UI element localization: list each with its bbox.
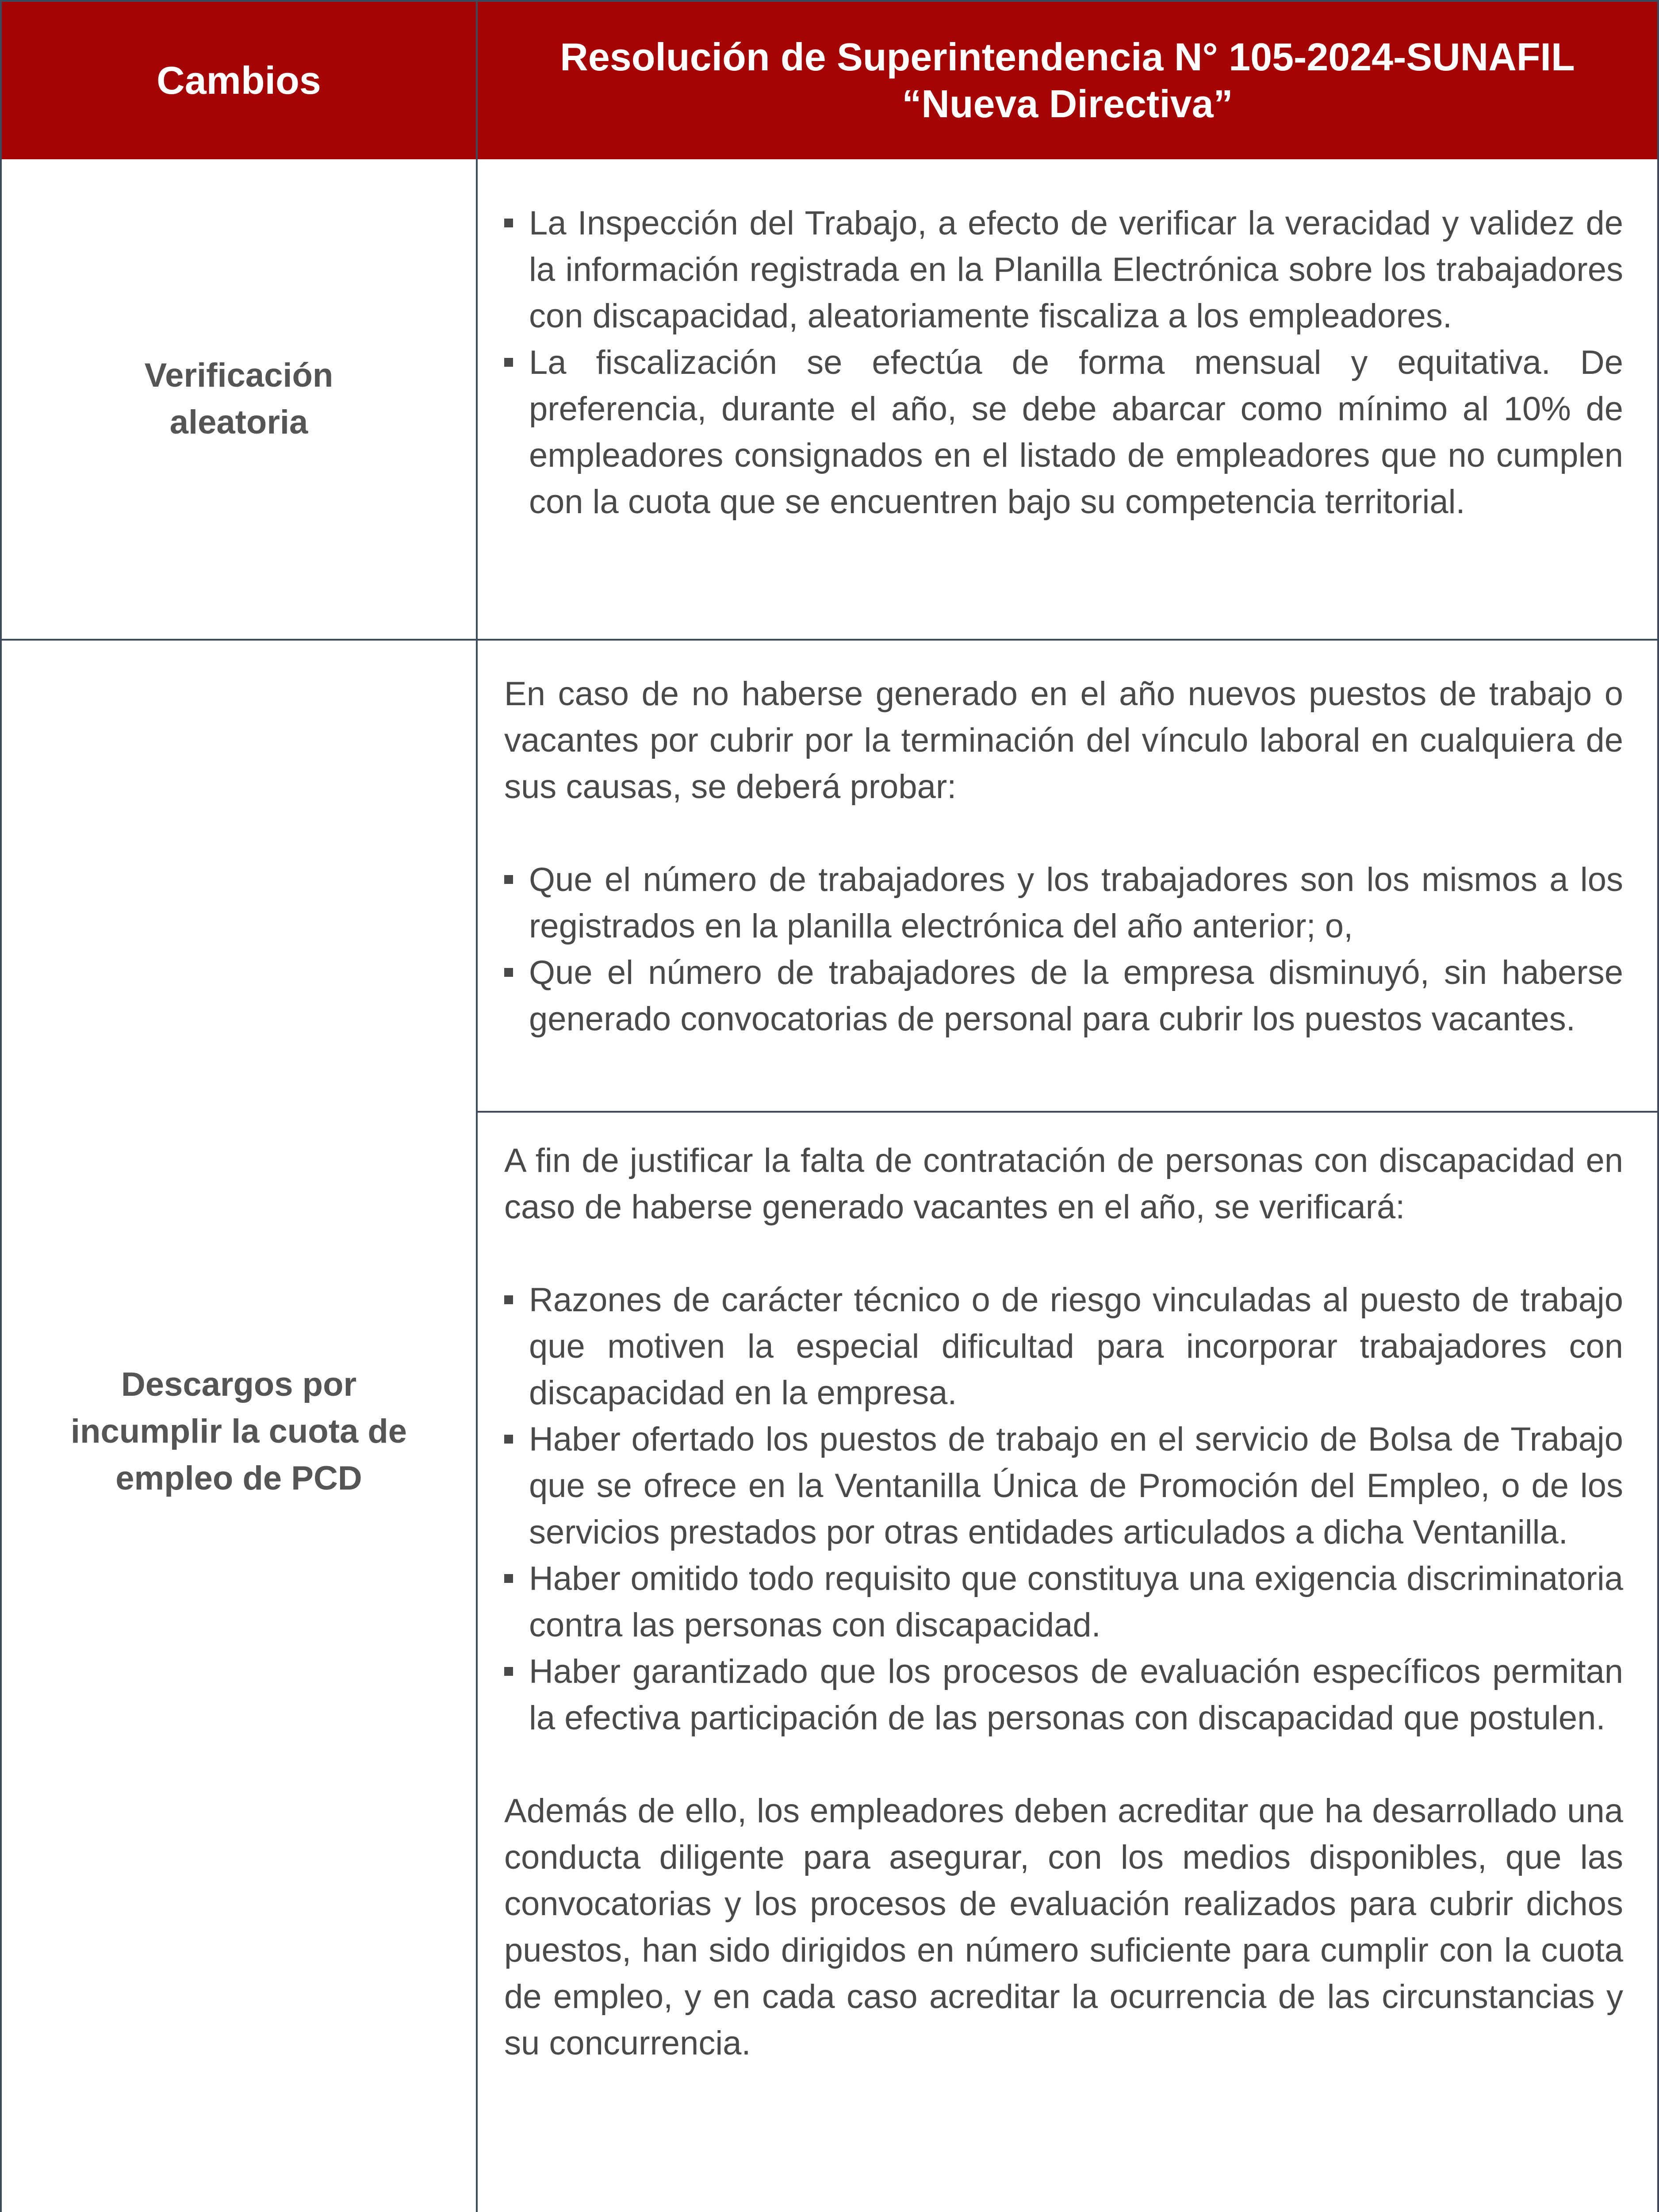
closing-paragraph: Además de ello, los empleadores deben acreditar que ha desarrollado una conducta diligente para asegurar, con los medios disponibles, que las convocatorias y los procesos de evaluación realizados para cubrir dichos puestos, han sido dirigidos en número suficiente para cumplir con la cuota de empleo, y en cada caso acreditar la ocurrencia de las circunstancias y su concurrencia. <box>504 1792 1623 2062</box>
bullet-icon <box>504 968 513 977</box>
row-content-sin-vacantes <box>504 671 1623 1042</box>
list-item: Haber garantizado que los procesos de evaluación específicos permitan la efectiva participación de las personas con discapacidad que postulen. <box>504 1648 1623 1741</box>
bullet-list <box>504 1277 1623 1741</box>
table-header <box>2 2 1657 159</box>
row-label-line: aleatoria <box>169 403 308 441</box>
intro-paragraph: A fin de justificar la falta de contratación de personas con discapacidad en caso de haberse generado vacantes en el año, se verificará: <box>504 1142 1623 1226</box>
header-resolucion-subtitle: “Nueva Directiva” <box>902 82 1233 126</box>
row-label-line: incumplir la cuota de <box>70 1412 407 1450</box>
row-content-con-vacantes <box>504 1137 1623 2066</box>
subrow-divider <box>478 1111 1657 1113</box>
header-resolucion-title: Resolución de Superintendencia N° 105-2024-SUNAFIL <box>560 35 1575 79</box>
bullet-icon <box>504 1435 513 1444</box>
list-item: La Inspección del Trabajo, a efecto de verificar la veracidad y validez de la información registrada en la Planilla Electrónica sobre los trabajadores con discapacidad, aleatoriamente fiscaliza a los empleadores. <box>504 200 1623 339</box>
bullet-icon <box>504 1667 513 1676</box>
bullet-icon <box>504 358 513 367</box>
row-content-verificacion <box>504 200 1623 525</box>
list-item: Que el número de trabajadores de la empresa disminuyó, sin haberse generado convocatorias de personal para cubrir los puestos vacantes. <box>504 949 1623 1042</box>
bullet-list <box>504 856 1623 1042</box>
bullet-icon <box>504 219 513 227</box>
row-label-line: empleo de PCD <box>115 1459 362 1497</box>
bullet-icon <box>504 1574 513 1583</box>
row-label-descargos <box>2 641 476 2212</box>
header-cambios: Cambios <box>157 58 321 102</box>
bullet-icon <box>504 875 513 884</box>
bullet-icon <box>504 1295 513 1304</box>
row-label-verificacion <box>2 159 476 639</box>
list-item: Haber omitido todo requisito que constituya una exigencia discriminatoria contra las personas con discapacidad. <box>504 1555 1623 1648</box>
bullet-list <box>504 200 1623 525</box>
list-item: La fiscalización se efectúa de forma mensual y equitativa. De preferencia, durante el año, se debe abarcar como mínimo al 10% de empleadores consignados en el listado de empleadores que no cumplen con la cuota que se encuentren bajo su competencia territorial. <box>504 339 1623 525</box>
column-divider <box>476 2 478 2212</box>
header-resolucion <box>478 2 1657 159</box>
row-label-line: Verificación <box>144 357 333 394</box>
intro-paragraph: En caso de no haberse generado en el año nuevos puestos de trabajo o vacantes por cubrir por la terminación del vínculo laboral en cualquiera de sus causas, se deberá probar: <box>504 675 1623 806</box>
list-item: Que el número de trabajadores y los trabajadores son los mismos a los registrados en la planilla electrónica del año anterior; o, <box>504 856 1623 949</box>
row-label-line: Descargos por <box>121 1365 357 1403</box>
list-item: Haber ofertado los puestos de trabajo en el servicio de Bolsa de Trabajo que se ofrece en la Ventanilla Única de Promoción del Empleo, o de los servicios prestados por otras entidades articulados a dicha Ventanilla. <box>504 1416 1623 1555</box>
list-item: Razones de carácter técnico o de riesgo vinculadas al puesto de trabajo que motiven la especial dificultad para incorporar trabajadores con discapacidad en la empresa. <box>504 1277 1623 1416</box>
